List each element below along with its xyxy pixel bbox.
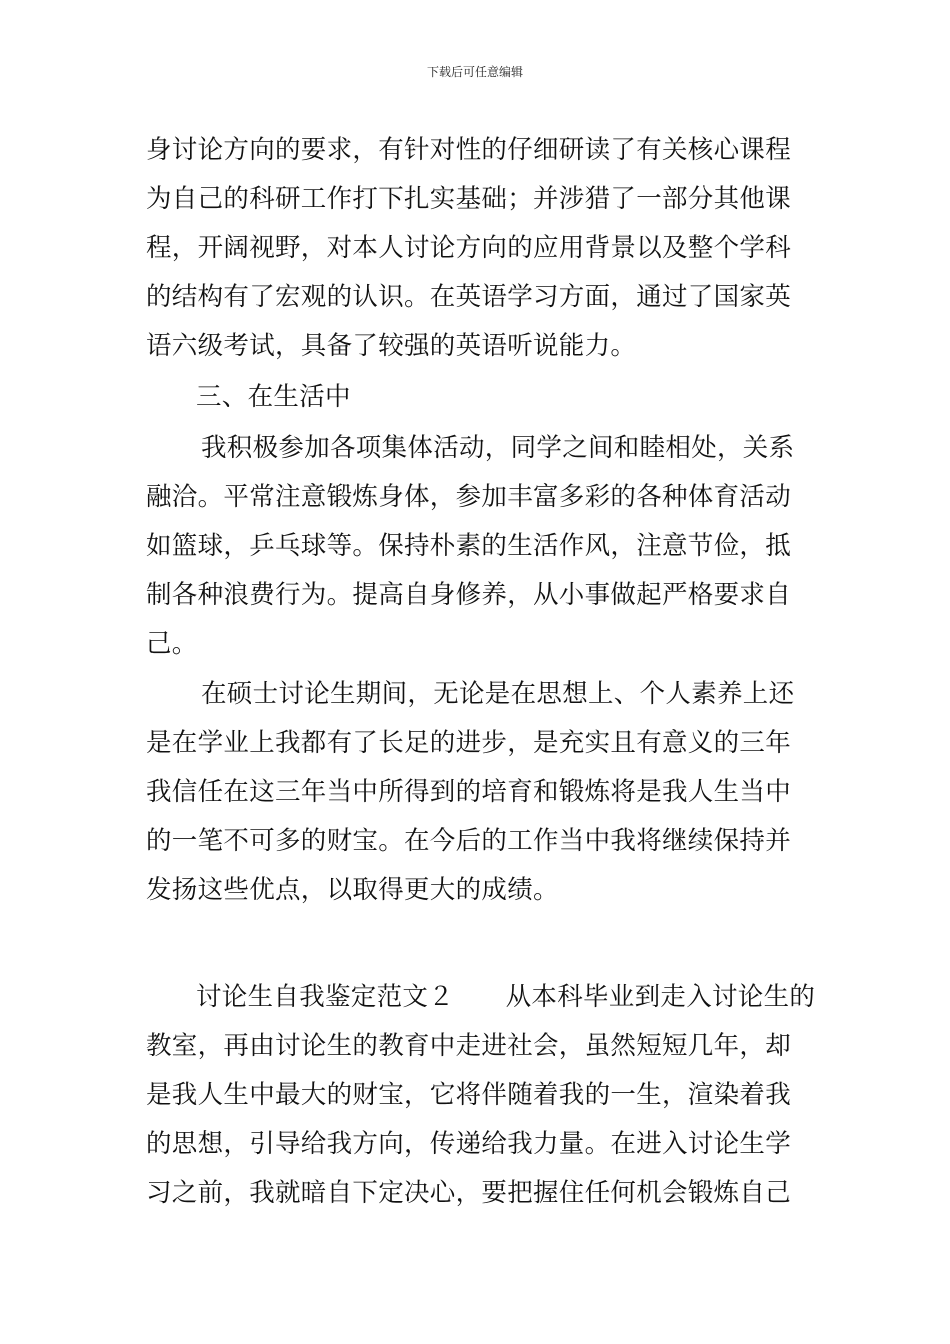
text-line: 习之前，我就暗自下定决心，要把握住任何机会锻炼自己 — [146, 1178, 792, 1208]
text-line: 教室，再由讨论生的教育中走进社会，虽然短短几年，却 — [146, 1031, 792, 1061]
text-line: 制各种浪费行为。提高自身修养，从小事做起严格要求自 — [146, 580, 792, 610]
text-line: 是在学业上我都有了长足的进步，是充实且有意义的三年 — [146, 728, 792, 758]
text-line: 融洽。平常注意锻炼身体，参加丰富多彩的各种体育活动 — [146, 482, 792, 512]
text-line: 我积极参加各项集体活动，同学之间和睦相处，关系 — [201, 433, 795, 463]
text-line: 在硕士讨论生期间，无论是在思想上、个人素养上还 — [201, 679, 795, 709]
text-line: 我信任在这三年当中所得到的培育和锻炼将是我人生当中 — [146, 777, 792, 807]
text-line: 身讨论方向的要求，有针对性的仔细研读了有关核心课程 — [146, 135, 792, 165]
section-heading: 三、在生活中 — [196, 382, 351, 412]
text-line: 发扬这些优点，以取得更大的成绩。 — [146, 875, 559, 905]
text-line: 为自己的科研工作打下扎实基础；并涉猎了一部分其他课 — [146, 184, 792, 214]
text-line: 是我人生中最大的财宝，它将伴随着我的一生，渲染着我 — [146, 1080, 792, 1110]
text-line: 如篮球，乒乓球等。保持朴素的生活作风，注意节俭，抵 — [146, 531, 792, 561]
text-line: 语六级考试，具备了较强的英语听说能力。 — [146, 331, 637, 361]
section-title-line: 讨论生自我鉴定范文２ 从本科毕业到走入讨论生的 — [196, 982, 816, 1012]
text-line: 的结构有了宏观的认识。在英语学习方面，通过了国家英 — [146, 282, 792, 312]
text-line: 己。 — [146, 629, 198, 659]
text-line: 程，开阔视野，对本人讨论方向的应用背景以及整个学科 — [146, 233, 792, 263]
text-line: 的一笔不可多的财宝。在今后的工作当中我将继续保持并 — [146, 826, 792, 856]
text-line: 的思想，引导给我方向，传递给我力量。在进入讨论生学 — [146, 1129, 792, 1159]
page-header: 下载后可任意编辑 — [426, 65, 523, 79]
